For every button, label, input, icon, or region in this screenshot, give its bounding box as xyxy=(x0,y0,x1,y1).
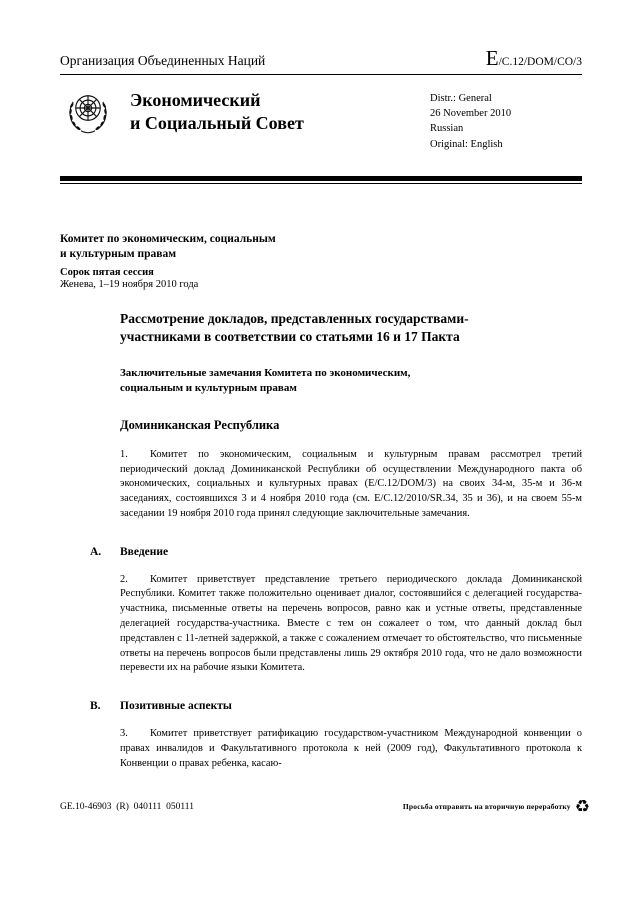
page-footer xyxy=(60,798,590,815)
original-line: Original: English xyxy=(430,138,503,150)
document-symbol-letter: E xyxy=(485,46,499,70)
paragraph-2-text: Комитет приветствует представление третьего периодического доклада Доминиканской Республики. Комитет также положительно оценивает диалог, состоявшийся с делегацией государства-участника, письменные ответы на перечень вопросов, равно как и устные ответы, представленные делегацией государства-участника. Вместе с тем он сожалеет о том, что данный доклад был представлен с 11-летней задержкой, а также с сожалением отмечает то обстоятельство, что письменные ответы на перечень вопросов были представлены лишь 29 октября 2010 года, что не дало возможности перевести их на рабочие языки Комитета. xyxy=(120,573,582,674)
document-subtitle: Заключительные замечания Комитета по экономическим, социальным и культурным правам xyxy=(120,367,411,395)
paragraph-3-number: 3. xyxy=(120,728,128,740)
language-line: Russian xyxy=(430,123,464,135)
paragraph-2-number: 2. xyxy=(120,573,128,585)
date-line: 26 November 2010 xyxy=(430,108,512,120)
rule-thick xyxy=(60,176,582,181)
recycle-note-text: Просьба отправить на вторичную переработку xyxy=(402,802,571,811)
committee-name-line1: Комитет по экономическим, социальным xyxy=(60,232,276,245)
section-b-heading xyxy=(90,700,582,712)
distribution-block xyxy=(430,85,582,152)
paragraph-3 xyxy=(120,727,582,771)
paragraph-3-text: Комитет приветствует ратификацию государством-участником Международной конвенции о правах инвалидов и Факультативного протокола к ней (2009 год), Факультативного протокола к Конвенции о правах ребенка, касаю- xyxy=(120,728,582,769)
masthead xyxy=(60,85,582,152)
committee-name-line2: и культурным правам xyxy=(60,247,177,260)
section-a-letter: A. xyxy=(90,545,102,558)
rule-thin xyxy=(60,183,582,184)
recycle-notice xyxy=(403,798,590,815)
document-symbol-rest: /C.12/DOM/CO/3 xyxy=(498,56,582,68)
document-body xyxy=(90,310,582,772)
document-title: Рассмотрение докладов, представленных государствами-участниками в соответствии со статьями 16 и 17 Пакта xyxy=(120,310,469,344)
country-heading: Доминиканская Республика xyxy=(120,417,280,432)
section-b-letter: B. xyxy=(90,700,101,713)
council-title-line2: и Социальный Совет xyxy=(130,113,304,134)
section-b-title: Позитивные аспекты xyxy=(120,700,232,713)
paragraph-1-text: Комитет по экономическим, социальным и культурным правам рассмотрел третий периодический доклад Доминиканской Республики об осуществлении Международного пакта об экономических, социальных и культурных правах (E/C.12/DOM/3) на своих 34-м, 35-м и 36-м заседаниях, состоявшихся 3 и 4 ноября 2010 года (см. E/C.12/2010/SR.34, 35 и 36), и на своем 55-м заседании 19 ноября 2010 года принял следующие заключительные замечания. xyxy=(120,448,582,519)
session-title: Сорок пятая сессия xyxy=(60,266,154,278)
distr-line: Distr.: General xyxy=(430,93,492,104)
paragraph-2 xyxy=(120,573,582,676)
org-name: Организация Объединенных Наций xyxy=(60,53,266,68)
council-title-line1: Экономический xyxy=(130,90,261,110)
top-header xyxy=(60,48,582,75)
paragraph-1 xyxy=(120,448,582,522)
document-symbol xyxy=(486,48,582,69)
recycle-icon: ♻ xyxy=(574,797,590,816)
un-emblem-icon xyxy=(60,87,116,143)
session-venue: Женева, 1–19 ноября 2010 года xyxy=(60,278,199,290)
section-a-heading xyxy=(90,546,582,558)
committee-block xyxy=(60,232,582,290)
section-a-title: Введение xyxy=(120,545,169,558)
ge-reference: GE.10-46903 (R) 040111 050111 xyxy=(60,801,194,812)
council-title xyxy=(130,85,304,152)
paragraph-1-number: 1. xyxy=(120,448,128,460)
